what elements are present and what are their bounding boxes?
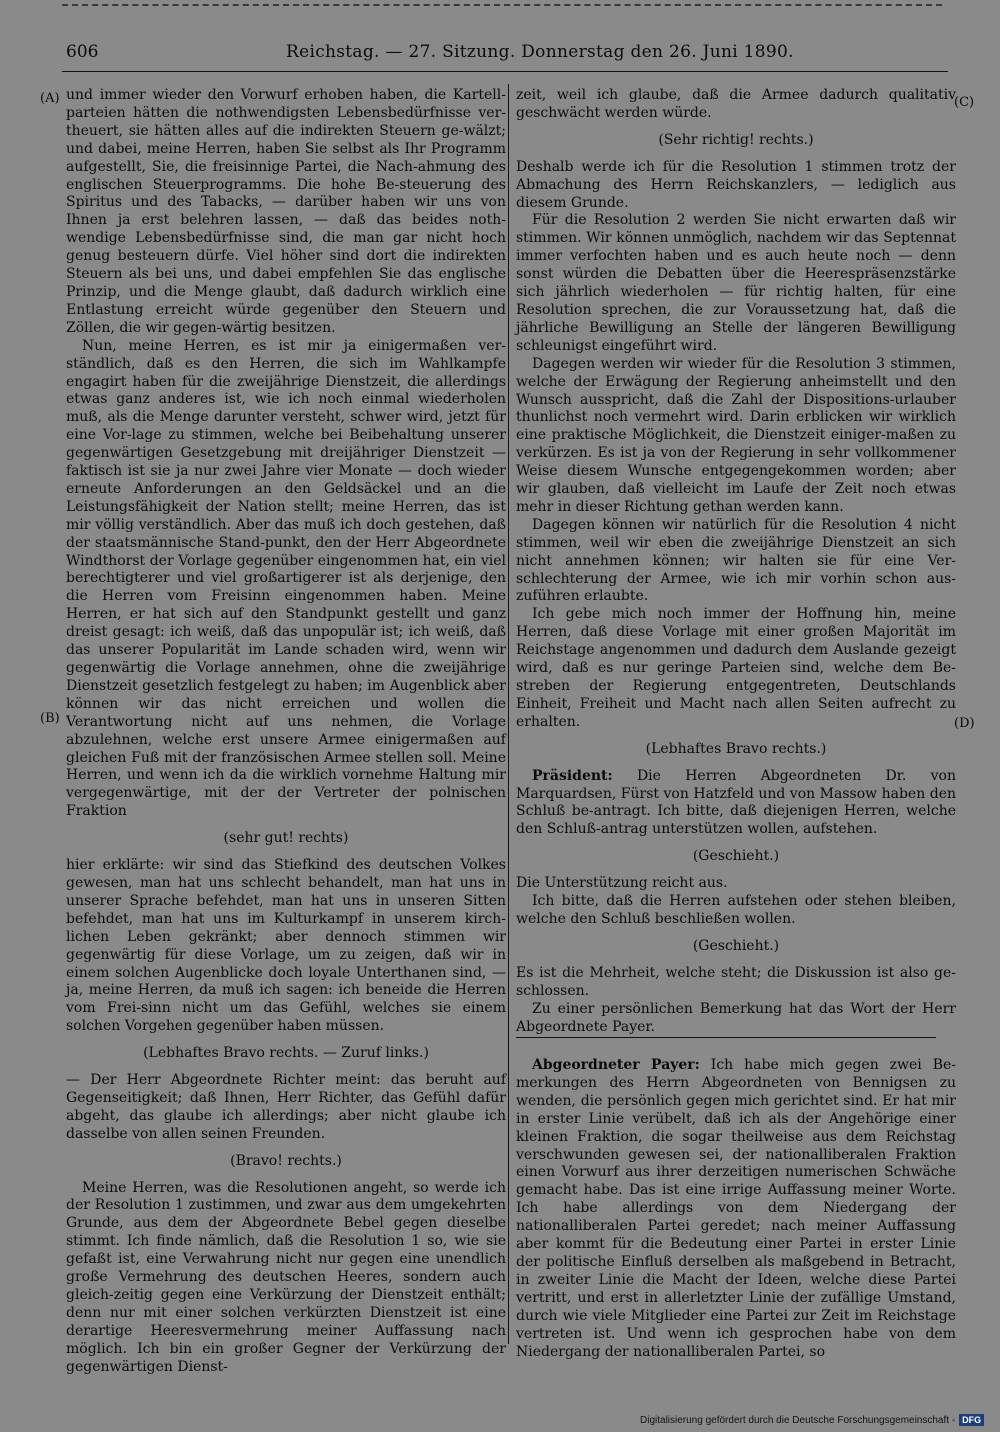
- section-rule: [516, 1037, 936, 1038]
- interjection: (Lebhaftes Bravo rechts.): [645, 740, 827, 757]
- top-scan-border: [62, 4, 942, 16]
- body-paragraph: zeit, weil ich glaube, daß die Armee dadurch qualitativ geschwächt werden würde.: [516, 87, 956, 121]
- speech-text: Ich habe mich gegen zwei Be-merkungen des Herrn Abgeordneten von Bennigsen zu wenden, die persönlich gegen mich gerichtet sind. Er hat mir in erster Linie verübelt, daß ich als der Angehörige einer kleinen Fraktion, die sogar theilweise aus dem Reichstag verschwunden gewesen sei, der nationalliberalen Fraktion einen Vorwurf aus ihrer derzeitigen numerischen Schwäche gemacht habe. Das ist eine irrige Auffassung meiner Worte. Ich habe allerdings von dem Niedergang der nationalliberalen Partei geredet; nach meiner Auffassung aber kommt für die Bedeutung einer Partei in erster Linie der politische Einfluß derselben als maßgebend in Betracht, in zweiter Linie die Macht der Ideen, welche diese Partei vertritt, und erst in allerletzter Linie der zufällige Umstand, durch wie viele Mitglieder eine Partei zur Zeit im Reichstage vertreten ist. Und wenn ich gesprochen habe von dem Niedergang der nationalliberalen Partei, so: [516, 1057, 957, 1360]
- speech-text: Die Herren Abgeordneten Dr. von Marquardsen, Fürst von Hatzfeld und von Massow haben den Schluß be-antragt. Ich bitte, daß diejenigen Herren, welche den Schluß-antrag unterstützen wollen, aufstehen.: [516, 767, 956, 838]
- right-column: [516, 87, 956, 1036]
- body-paragraph: Es ist die Mehrheit, welche steht; die Diskussion ist also ge-schlossen.: [516, 964, 956, 999]
- body-paragraph: Dagegen werden wir wieder für die Resolution 3 stimmen, welche der Erwägung der Regierung anheimstellt und den Wunsch ausspricht, daß die Zahl der Dispositions-urlauber thunlichst noch vermehrt wird. Darin erblicken wir wirklich eine praktische Möglichkeit, die Dienstzeit einiger-maßen zu verkürzen. Es ist ja von der Regierung in sehr vollkommener Weise diesem Wunsche entgegengekommen worden; aber wir glauben, daß vielleicht im Laufe der Zeit noch etwas mehr in dieser Richtung gethan werden kann.: [516, 355, 956, 515]
- body-paragraph: hier erklärte: wir sind das Stiefkind des deutschen Volkes gewesen, man hat uns schlecht behandelt, man hat uns in unserer Sprache befehdet, man hat uns in unseren Sitten befehdet, man hat uns im Kulturkampf in unserem kirch-lichen Leben gekränkt; aber dennoch stimmen wir gegenwärtig für diese Vorlage, um zu zeigen, daß wir in einem solchen Augenblicke doch loyale Unterthanen sind, — ja, meine Herren, da muß ich sagen: ich beneide die Herren vom Frei-sinn nicht um das Gefühl, welches sie einem solchen Vorgehen gegenüber haben müssen.: [66, 857, 506, 1035]
- body-paragraph: Meine Herren, was die Resolutionen angeht, so werde ich der Resolution 1 zustimmen, und zwar aus dem umgekehrten Grunde, aus dem der Abgeordnete Bebel gegen dieselbe stimmt. Ich finde nämlich, daß die Resolution 1 so, wie sie gefaßt ist, eine Verwahrung nicht nur gegen eine unendlich große Vermehrung des deutschen Heeres, sondern auch gleich-zeitig gegen eine Verkürzung der Dienstzeit enthält; denn nur mit einer solchen verkürzten Dienstzeit ist eine derartige Heeresvermehrung meiner Auffassung nach möglich. Ich bin ein großer Gegner der Verkürzung der gegenwärtigen Dienst-: [66, 1179, 506, 1375]
- interjection: (sehr gut! rechts): [223, 830, 349, 847]
- page-header: [66, 42, 946, 66]
- interjection: (Sehr richtig! rechts.): [658, 131, 814, 148]
- speaker-paragraph: [516, 768, 956, 840]
- right-column-upper: [516, 87, 956, 1036]
- speaker-paragraph: [516, 1057, 956, 1361]
- speaker-name: Abgeordneter Payer:: [532, 1057, 700, 1073]
- header-rule: [62, 71, 948, 72]
- interjection: (Bravo! rechts.): [230, 1152, 342, 1169]
- right-column-lower: [516, 1051, 956, 1361]
- page-number: 606: [66, 42, 99, 62]
- left-column: [66, 87, 506, 1377]
- body-paragraph: Nun, meine Herren, es ist mir ja einigermaßen ver-ständlich, daß es den Herren, die sich im Wahlkampfe engagirt haben für die zweijährige Dienstzeit, die allerdings etwas ganz anderes ist, wie ich noch einmal wiederholen muß, als die Menge darunter versteht, schwer wird, jetzt für eine Vor-lage zu stimmen, welche bei Beibehaltung unserer gegenwärtigen Gesetzgebung mit dreijähriger Dienstzeit — faktisch ist sie ja nur zwei Jahre vier Monate — doch wieder erneute Anforderungen an den Geldsäckel und an die Leistungsfähigkeit der Nation stellt; meine Herren, das ist mir völlig verständlich. Aber das muß ich doch gestehen, daß der staatsmännische Stand-punkt, den der Herr Abgeordnete Windthorst der Vorlage gegenüber eingenommen hat, ein viel berechtigterer und viel großartigerer ist als derjenige, den die Herren vom Freisinn eingenommen haben. Meine Herren, er hat sich auf den Standpunkt gestellt und ganz dreist gesagt: ich weiß, daß das unpopulär ist; ich weiß, daß das unserer Popularität im Lande schaden wird, wenn wir gegenwärtig die Vorlage annehmen, ohne die zweijährige Dienstzeit gesetzlich festgelegt zu haben; im Augenblick aber können wir das nicht erreichen und wollen die Verantwortung nicht auf uns nehmen, die Vorlage abzulehnen, welche erst unsere Armee einigermaßen auf gleichen Fuß mit der französischen Armee stellen soll. Meine Herren, und wenn ich da die wirklich vornehme Haltung mir vergegenwärtige, mit der der Vertreter der polnischen Fraktion: [66, 337, 506, 820]
- dfg-logo: DFG: [959, 1414, 984, 1426]
- body-paragraph: Ich gebe mich noch immer der Hoffnung hin, meine Herren, daß diese Vorlage mit einer großen Majorität im Reichstage angenommen und dadurch dem Auslande gezeigt wird, daß es nur geringe Parteien sind, welche dem Be-streben der Regierung entgegentreten, Deutschlands Einheit, Freiheit und Macht nach allen Seiten aufrecht zu erhalten.: [516, 606, 956, 730]
- footer-text: Digitalisierung gefördert durch die Deutsche Forschungsgemeinschaft -: [640, 1415, 956, 1426]
- footer-credit: [640, 1414, 984, 1426]
- interjection: (Lebhaftes Bravo rechts. — Zuruf links.): [143, 1045, 429, 1062]
- speaker-name: Präsident:: [532, 767, 613, 784]
- interjection: (Geschieht.): [692, 937, 780, 954]
- body-paragraph: Die Unterstützung reicht aus.: [516, 875, 728, 892]
- column-divider: [508, 84, 509, 1344]
- interjection: (Geschieht.): [692, 848, 780, 865]
- body-paragraph: — Der Herr Abgeordnete Richter meint: das beruht auf Gegenseitigkeit; daß Ihnen, Herr Richter, das Gefühl dafür abgeht, das glaube ich allerdings; aber nicht glaube ich dasselbe von allen seinen Freunden.: [66, 1072, 506, 1142]
- running-title: Reichstag. — 27. Sitzung. Donnerstag den 26. Juni 1890.: [286, 42, 794, 62]
- margin-marker-c: (C): [954, 95, 975, 110]
- body-paragraph: Für die Resolution 2 werden Sie nicht erwarten daß wir stimmen. Wir können unmöglich, nachdem wir das Septennat immer verfochten haben und es auch heute noch — denn sonst würden die Debatten über die Heerespräsenzstärke sich jährlich wiederholen — für richtig halten, für eine Resolution sprechen, die zur Voraussetzung hat, daß die jährliche Bewilligung an Stelle der längeren Bewilligung schleunigst eingeführt wird.: [516, 212, 956, 354]
- body-paragraph: Zu einer persönlichen Bemerkung hat das Wort der Herr Abgeordnete Payer.: [516, 1000, 956, 1035]
- margin-marker-d: (D): [954, 716, 975, 731]
- body-paragraph: Ich bitte, daß die Herren aufstehen oder stehen bleiben, welche den Schluß beschließen wollen.: [516, 893, 956, 927]
- margin-marker-a: (A): [40, 91, 60, 106]
- margin-marker-b: (B): [40, 711, 60, 726]
- body-paragraph: und immer wieder den Vorwurf erhoben haben, die Kartell-parteien hätten die nothwendigsten Lebensbedürfnisse ver-theuert, sie hätten alles auf die indirekten Steuern ge-wälzt; und dabei, meine Herren, haben Sie selbst als Ihr Programm aufgestellt, Sie, die freisinnige Partei, die Nach-ahmung des englischen Steuerprogramms. Die hohe Be-steuerung des Spiritus und des Tabacks, — darüber haben wir uns von Ihnen ja erst belehren lassen, — daß das beides noth-wendige Lebensbedürfnisse sind, die man gar nicht hoch genug besteuern dürfe. Viel höher sind dort die indirekten Steuern als bei uns, und dabei empfehlen Sie das englische Prinzip, und die Menge glaubt, daß dadurch wirklich eine Entlastung erreicht würde gegenüber den Steuern und Zöllen, die wir gegen-wärtig besitzen.: [66, 87, 506, 336]
- body-paragraph: Deshalb werde ich für die Resolution 1 stimmen trotz der Abmachung des Herrn Reichskanzlers, — lediglich aus diesem Grunde.: [516, 158, 956, 211]
- body-paragraph: Dagegen können wir natürlich für die Resolution 4 nicht stimmen, weil wir eben die zweijährige Dienstzeit an sich nicht annehmen können; wir halten sie für eine Ver-schlechterung der Armee, wie ich mir vorhin schon aus-zuführen erlaubte.: [516, 516, 956, 605]
